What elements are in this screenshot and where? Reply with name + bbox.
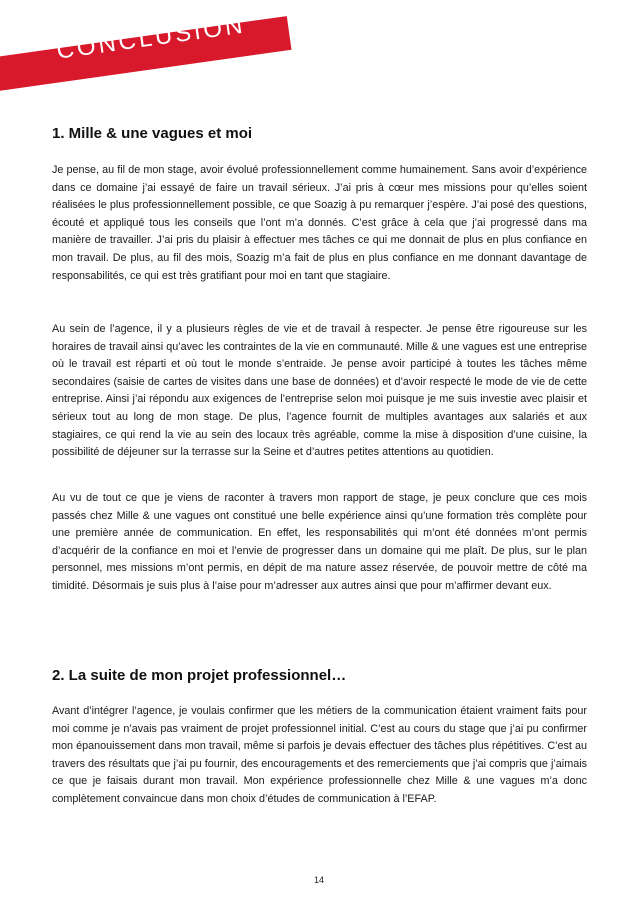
section-2-heading: 2. La suite de mon projet professionnel… [52,667,347,684]
page-number: 14 [313,875,324,885]
conclusion-banner [0,0,638,120]
section-1-paragraph-2: Au sein de l’agence, il y a plusieurs règles de vie et de travail à respecter. Je pense être rigoureuse sur les horaires de travail ainsi qu’avec les contraintes de la vie en communauté. Mille & une vagues est une entreprise où le travail est réparti et où tout le monde s’entraide. Je pense avoir participé à toutes les tâches même secondaires (saisie de cartes de visites dans une base de données) et d’avoir respecté le mode de vie de cette entreprise. Ainsi j’ai répondu aux exigences de l’entreprise selon moi puisque je me suis investie avec plaisir et sérieux tout au long de mon stage. De plus, l’agence fournit de multiples avantages aux salariés et aux stagiaires, ce qui rend la vie au sein des locaux très agréable, comme la mise à disposition d’une cuisine, la possibilité de déjeuner sur la terrasse sur la Seine et d’autres petites attentions au quotidien. [52,323,587,459]
section-1-paragraph-1: Je pense, au fil de mon stage, avoir évolué professionnellement comme humainement. Sans avoir d’expérience dans ce domaine j’ai essayé de faire un travail sérieux. J’ai pris à cœur mes missions pour qu’elles soient réalisées le plus professionnellement possible, ce que Soazig à pu remarquer j’espère. J’ai posé des questions, écouté et appliqué tous les conseils que l’ont m’a donnés. C’est grâce à cela que j’ai progressé dans ma manière de travailler. J’ai pris du plaisir à effectuer mes tâches ce qui me donnait de plus en plus confiance en mon travail. De plus, au fil des mois, Soazig m’a fait de plus en plus confiance en me donnant davantage de responsabilités, ce qui est très gratifiant pour moi en tant que stagiaire. [52,164,587,282]
section-2-paragraph-1: Avant d’intégrer l’agence, je voulais confirmer que les métiers de la communication étaient vraiment faits pour moi comme je n’avais pas vraiment de projet professionnel initial. C’est au cours du stage que j’ai pu confirmer mon épanouissement dans mon travail, même si parfois je devais effectuer des tâches plus répétitives. C’est au travers des résultats que j’ai pu fournir, des encouragements et des remerciements que j’ai compris que j’aimais ce que je faisais durant mon travail. Mon expérience professionnelle chez Mille & une vagues m’a donc complètement convaincue dans mon choix d’études de communication à l’EFAP. [52,705,587,805]
section-1-paragraph-3: Au vu de tout ce que je viens de raconter à travers mon rapport de stage, je peux conclure que ces mois passés chez Mille & une vagues ont constitué une belle expérience ainsi qu’une formation très complète pour une première année de communication. En effet, les responsabilités qui m’ont été données m’ont permis d’acquérir de la confiance en moi et l’envie de progresser dans un domaine qui me plaît. De plus, sur le plan personnel, mes missions m’ont permis, en dépit de ma nature assez réservée, de pouvoir mettre de côté ma timidité. Désormais je suis plus à l’aise pour m’adresser aux autres ainsi que pour m’affirmer devant eux. [52,492,587,592]
section-1-heading: 1. Mille & une vagues et moi [52,125,253,142]
banner-title: CONCLUSION [55,11,247,65]
